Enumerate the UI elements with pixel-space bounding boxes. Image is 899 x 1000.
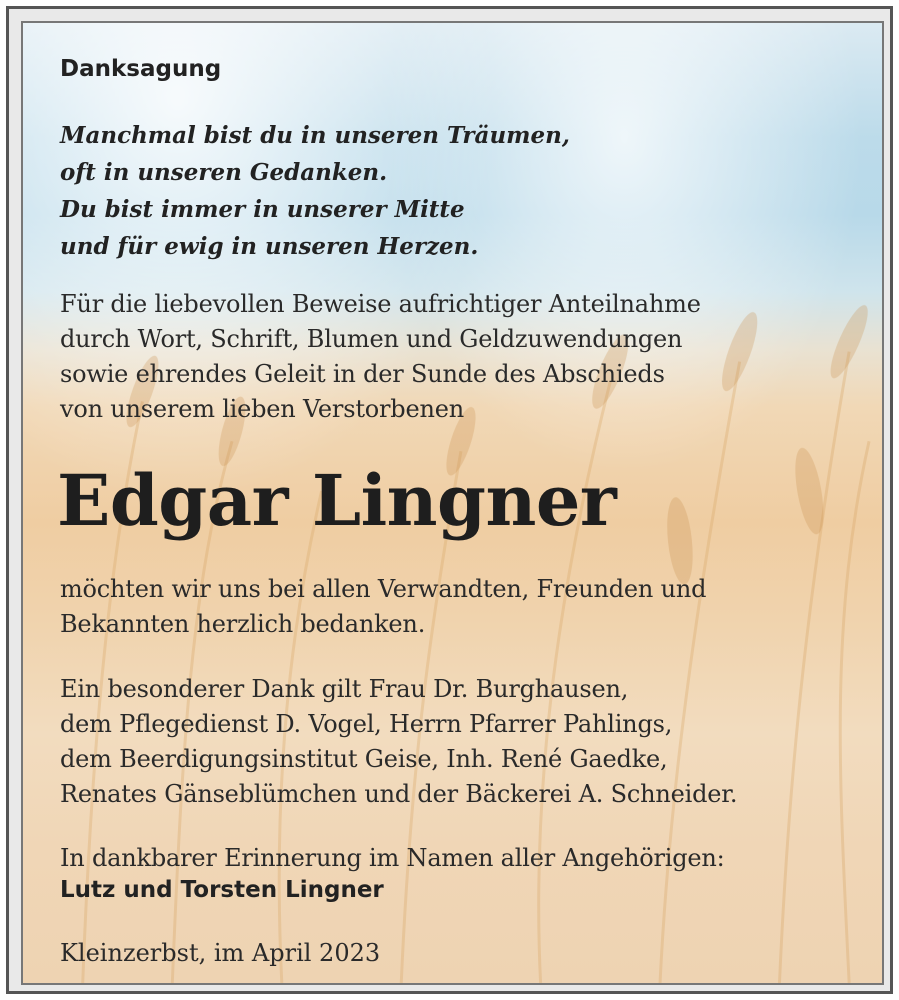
intro-line: von unserem lieben Verstorbenen bbox=[60, 395, 464, 423]
special-thanks-paragraph bbox=[60, 672, 737, 812]
thanks-line: möchten wir uns bei allen Verwandten, Freunden und bbox=[60, 575, 707, 603]
notice-card bbox=[21, 21, 884, 985]
special-thanks-line: Renates Gänseblümchen und der Bäckerei A. Schneider. bbox=[60, 780, 738, 808]
intro-line: sowie ehrendes Geleit in der Sunde des Abschieds bbox=[60, 360, 665, 388]
thanks-paragraph bbox=[60, 572, 706, 642]
poem-line: oft in unseren Gedanken. bbox=[60, 159, 388, 186]
notice-content bbox=[23, 23, 882, 983]
poem-line: Manchmal bist du in unseren Träumen, bbox=[60, 122, 570, 149]
poem-line: und für ewig in unseren Herzen. bbox=[60, 233, 479, 260]
intro-line: durch Wort, Schrift, Blumen und Geldzuwendungen bbox=[60, 325, 683, 353]
intro-paragraph bbox=[60, 287, 701, 427]
special-thanks-line: dem Beerdigungsinstitut Geise, Inh. René Gaedke, bbox=[60, 745, 668, 773]
thanks-line: Bekannten herzlich bedanken. bbox=[60, 610, 426, 638]
outer-frame bbox=[6, 6, 893, 994]
intro-line: Für die liebevollen Beweise aufrichtiger Anteilnahme bbox=[60, 290, 701, 318]
poem-line: Du bist immer in unserer Mitte bbox=[60, 196, 465, 223]
special-thanks-line: dem Pflegedienst D. Vogel, Herrn Pfarrer Pahlings, bbox=[60, 710, 673, 738]
special-thanks-line: Ein besonderer Dank gilt Frau Dr. Burghausen, bbox=[60, 675, 629, 703]
notice-heading: Danksagung bbox=[60, 56, 222, 82]
place-date: Kleinzerbst, im April 2023 bbox=[60, 939, 381, 967]
closing-line: In dankbarer Erinnerung im Namen aller Angehörigen: bbox=[60, 844, 725, 872]
signers: Lutz und Torsten Lingner bbox=[60, 877, 384, 903]
poem-block bbox=[60, 117, 570, 265]
deceased-name: Edgar Lingner bbox=[57, 459, 617, 542]
